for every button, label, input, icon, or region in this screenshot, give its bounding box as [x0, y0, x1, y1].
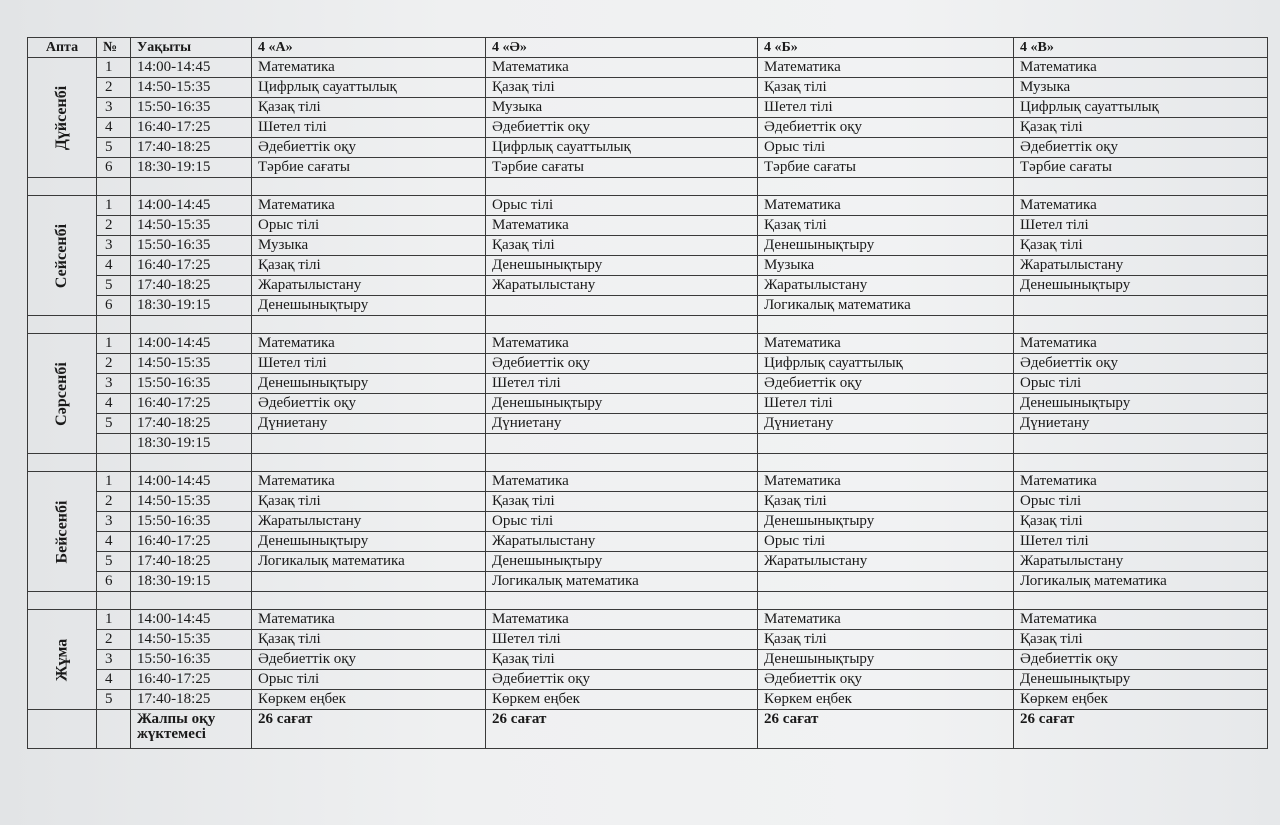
day-label: Бейсенбі [53, 500, 70, 563]
lesson-row [28, 276, 1268, 296]
lesson-row [28, 334, 1268, 354]
lesson-row [28, 472, 1268, 492]
lesson-number [97, 434, 131, 454]
lesson-class-4v: Әдебиеттік оқу [1014, 138, 1268, 158]
lesson-number: 3 [97, 374, 131, 394]
lesson-class-4ae: Жаратылыстану [486, 532, 758, 552]
lesson-class-4b: Музыка [758, 256, 1014, 276]
lesson-class-4v [1014, 296, 1268, 316]
lesson-time: 18:30-19:15 [131, 296, 252, 316]
lesson-class-4b: Тәрбие сағаты [758, 158, 1014, 178]
lesson-class-4b: Шетел тілі [758, 394, 1014, 414]
lesson-class-4b: Әдебиеттік оқу [758, 374, 1014, 394]
lesson-class-4v: Көркем еңбек [1014, 690, 1268, 710]
lesson-class-4v: Математика [1014, 196, 1268, 216]
lesson-row [28, 690, 1268, 710]
lesson-class-4b: Математика [758, 610, 1014, 630]
lesson-row [28, 630, 1268, 650]
lesson-class-4b: Жаратылыстану [758, 552, 1014, 572]
lesson-class-4ae: Жаратылыстану [486, 276, 758, 296]
lesson-class-4a [252, 572, 486, 592]
total-class-4b: 26 сағат [758, 710, 1014, 749]
separator-cell [486, 316, 758, 334]
lesson-class-4a: Цифрлық сауаттылық [252, 78, 486, 98]
lesson-class-4a: Әдебиеттік оқу [252, 138, 486, 158]
lesson-class-4v: Қазақ тілі [1014, 118, 1268, 138]
header-row [28, 38, 1268, 58]
day-label: Жұма [52, 638, 70, 681]
day-label: Сейсенбі [52, 223, 70, 288]
lesson-class-4a: Шетел тілі [252, 118, 486, 138]
lesson-row [28, 610, 1268, 630]
lesson-row [28, 138, 1268, 158]
lesson-number: 2 [97, 354, 131, 374]
day-cell [28, 610, 97, 710]
lesson-time: 14:00-14:45 [131, 610, 252, 630]
separator-cell [1014, 592, 1268, 610]
lesson-row [28, 374, 1268, 394]
lesson-class-4b: Қазақ тілі [758, 78, 1014, 98]
lesson-number: 5 [97, 276, 131, 296]
total-class-4ae: 26 сағат [486, 710, 758, 749]
lesson-class-4a: Қазақ тілі [252, 492, 486, 512]
lesson-class-4a: Денешынықтыру [252, 296, 486, 316]
lesson-class-4a: Математика [252, 610, 486, 630]
separator-cell [758, 454, 1014, 472]
separator-cell [758, 178, 1014, 196]
lesson-number: 1 [97, 334, 131, 354]
lesson-class-4b: Әдебиеттік оқу [758, 670, 1014, 690]
separator-cell [758, 316, 1014, 334]
lesson-class-4b: Орыс тілі [758, 138, 1014, 158]
lesson-number: 4 [97, 532, 131, 552]
lesson-class-4ae: Математика [486, 58, 758, 78]
lesson-number: 5 [97, 690, 131, 710]
lesson-number: 6 [97, 158, 131, 178]
lesson-class-4v: Денешынықтыру [1014, 670, 1268, 690]
lesson-class-4b: Көркем еңбек [758, 690, 1014, 710]
lesson-time: 14:00-14:45 [131, 334, 252, 354]
separator-cell [486, 592, 758, 610]
lesson-class-4b: Денешынықтыру [758, 512, 1014, 532]
lesson-time: 14:50-15:35 [131, 78, 252, 98]
lesson-class-4ae: Денешынықтыру [486, 394, 758, 414]
lesson-class-4v: Шетел тілі [1014, 216, 1268, 236]
day-cell [28, 472, 97, 592]
header-class-4v: 4 «В» [1014, 38, 1268, 58]
header-class-4a: 4 «А» [252, 38, 486, 58]
lesson-time: 16:40-17:25 [131, 394, 252, 414]
lesson-class-4ae: Математика [486, 334, 758, 354]
lesson-class-4a: Математика [252, 334, 486, 354]
lesson-class-4ae: Қазақ тілі [486, 236, 758, 256]
lesson-number: 5 [97, 414, 131, 434]
header-time: Уақыты [131, 38, 252, 58]
lesson-class-4v: Математика [1014, 472, 1268, 492]
lesson-class-4a: Логикалық математика [252, 552, 486, 572]
lesson-class-4a: Әдебиеттік оқу [252, 650, 486, 670]
separator-cell [486, 454, 758, 472]
lesson-time: 14:00-14:45 [131, 58, 252, 78]
lesson-row [28, 354, 1268, 374]
lesson-number: 5 [97, 138, 131, 158]
lesson-time: 14:50-15:35 [131, 492, 252, 512]
lesson-class-4ae: Шетел тілі [486, 374, 758, 394]
header-class-4ae: 4 «Ә» [486, 38, 758, 58]
lesson-class-4v: Цифрлық сауаттылық [1014, 98, 1268, 118]
lesson-time: 17:40-18:25 [131, 690, 252, 710]
lesson-row [28, 532, 1268, 552]
lesson-row [28, 414, 1268, 434]
lesson-number: 3 [97, 650, 131, 670]
lesson-class-4a: Қазақ тілі [252, 256, 486, 276]
separator-cell [486, 178, 758, 196]
lesson-class-4a: Орыс тілі [252, 670, 486, 690]
lesson-time: 17:40-18:25 [131, 276, 252, 296]
lesson-row [28, 512, 1268, 532]
lesson-number: 2 [97, 630, 131, 650]
lesson-class-4a: Қазақ тілі [252, 630, 486, 650]
lesson-class-4a: Жаратылыстану [252, 276, 486, 296]
lesson-row [28, 196, 1268, 216]
lesson-number: 2 [97, 492, 131, 512]
lesson-number: 4 [97, 118, 131, 138]
lesson-number: 3 [97, 236, 131, 256]
lesson-class-4a: Математика [252, 58, 486, 78]
lesson-number: 4 [97, 256, 131, 276]
lesson-row [28, 650, 1268, 670]
separator-cell [97, 454, 131, 472]
separator-cell [252, 178, 486, 196]
lesson-class-4v: Орыс тілі [1014, 492, 1268, 512]
lesson-number: 2 [97, 78, 131, 98]
lesson-class-4a: Әдебиеттік оқу [252, 394, 486, 414]
lesson-time: 16:40-17:25 [131, 532, 252, 552]
lesson-class-4v: Математика [1014, 58, 1268, 78]
lesson-class-4b: Қазақ тілі [758, 492, 1014, 512]
lesson-class-4a [252, 434, 486, 454]
lesson-class-4a: Шетел тілі [252, 354, 486, 374]
lesson-class-4b [758, 434, 1014, 454]
separator-cell [252, 454, 486, 472]
separator-row [28, 316, 1268, 334]
separator-cell [131, 454, 252, 472]
lesson-class-4ae: Музыка [486, 98, 758, 118]
day-cell [28, 334, 97, 454]
lesson-class-4ae: Шетел тілі [486, 630, 758, 650]
lesson-number: 6 [97, 572, 131, 592]
lesson-class-4ae: Цифрлық сауаттылық [486, 138, 758, 158]
lesson-class-4ae: Қазақ тілі [486, 492, 758, 512]
lesson-class-4b: Математика [758, 472, 1014, 492]
lesson-class-4b: Жаратылыстану [758, 276, 1014, 296]
lesson-row [28, 98, 1268, 118]
lesson-time: 14:50-15:35 [131, 630, 252, 650]
separator-cell [28, 178, 97, 196]
lesson-class-4ae: Орыс тілі [486, 512, 758, 532]
lesson-time: 14:00-14:45 [131, 472, 252, 492]
lesson-row [28, 492, 1268, 512]
lesson-class-4ae: Тәрбие сағаты [486, 158, 758, 178]
lesson-time: 15:50-16:35 [131, 374, 252, 394]
lesson-class-4ae: Әдебиеттік оқу [486, 354, 758, 374]
separator-cell [28, 454, 97, 472]
lesson-class-4ae: Денешынықтыру [486, 256, 758, 276]
lesson-row [28, 158, 1268, 178]
lesson-class-4b [758, 572, 1014, 592]
lesson-time: 15:50-16:35 [131, 98, 252, 118]
header-week: Апта [28, 38, 97, 58]
lesson-class-4b: Логикалық математика [758, 296, 1014, 316]
lesson-class-4a: Жаратылыстану [252, 512, 486, 532]
lesson-row [28, 296, 1268, 316]
lesson-number: 1 [97, 58, 131, 78]
lesson-class-4a: Денешынықтыру [252, 374, 486, 394]
lesson-class-4b: Математика [758, 196, 1014, 216]
lesson-class-4v: Математика [1014, 334, 1268, 354]
separator-cell [1014, 316, 1268, 334]
separator-cell [131, 316, 252, 334]
lesson-class-4ae: Көркем еңбек [486, 690, 758, 710]
lesson-number: 5 [97, 552, 131, 572]
lesson-row [28, 572, 1268, 592]
separator-cell [1014, 178, 1268, 196]
lesson-time: 16:40-17:25 [131, 256, 252, 276]
lesson-class-4v: Әдебиеттік оқу [1014, 354, 1268, 374]
lesson-row [28, 434, 1268, 454]
lesson-class-4ae: Денешынықтыру [486, 552, 758, 572]
lesson-row [28, 78, 1268, 98]
lesson-number: 3 [97, 512, 131, 532]
lesson-number: 1 [97, 196, 131, 216]
lesson-time: 16:40-17:25 [131, 118, 252, 138]
lesson-time: 16:40-17:25 [131, 670, 252, 690]
lesson-class-4ae [486, 434, 758, 454]
lesson-class-4a: Қазақ тілі [252, 98, 486, 118]
lesson-class-4v: Тәрбие сағаты [1014, 158, 1268, 178]
separator-cell [97, 178, 131, 196]
lesson-time: 15:50-16:35 [131, 236, 252, 256]
lesson-number: 1 [97, 610, 131, 630]
lesson-class-4a: Орыс тілі [252, 216, 486, 236]
lesson-row [28, 118, 1268, 138]
lesson-number: 2 [97, 216, 131, 236]
lesson-class-4ae: Қазақ тілі [486, 650, 758, 670]
separator-cell [252, 592, 486, 610]
total-class-4a: 26 сағат [252, 710, 486, 749]
lesson-class-4b: Денешынықтыру [758, 236, 1014, 256]
total-row [28, 710, 1268, 749]
schedule-table [27, 37, 1268, 749]
total-class-4v: 26 сағат [1014, 710, 1268, 749]
lesson-class-4a: Денешынықтыру [252, 532, 486, 552]
lesson-time: 14:50-15:35 [131, 216, 252, 236]
lesson-class-4b: Әдебиеттік оқу [758, 118, 1014, 138]
lesson-time: 15:50-16:35 [131, 512, 252, 532]
lesson-class-4v: Дүниетану [1014, 414, 1268, 434]
lesson-class-4a: Математика [252, 472, 486, 492]
lesson-class-4a: Тәрбие сағаты [252, 158, 486, 178]
lesson-class-4v: Жаратылыстану [1014, 552, 1268, 572]
lesson-row [28, 216, 1268, 236]
lesson-class-4a: Көркем еңбек [252, 690, 486, 710]
header-number: № [97, 38, 131, 58]
lesson-time: 18:30-19:15 [131, 434, 252, 454]
total-label: Жалпы оқу жүктемесі [131, 710, 252, 749]
separator-row [28, 592, 1268, 610]
lesson-number: 3 [97, 98, 131, 118]
schedule-body [28, 58, 1268, 749]
lesson-class-4v: Музыка [1014, 78, 1268, 98]
header-class-4b: 4 «Б» [758, 38, 1014, 58]
lesson-class-4v: Денешынықтыру [1014, 276, 1268, 296]
separator-cell [28, 592, 97, 610]
lesson-class-4v: Қазақ тілі [1014, 236, 1268, 256]
lesson-class-4ae: Логикалық математика [486, 572, 758, 592]
lesson-class-4b: Орыс тілі [758, 532, 1014, 552]
separator-row [28, 454, 1268, 472]
lesson-class-4v: Әдебиеттік оқу [1014, 650, 1268, 670]
lesson-class-4ae: Орыс тілі [486, 196, 758, 216]
lesson-time: 14:00-14:45 [131, 196, 252, 216]
lesson-class-4v: Денешынықтыру [1014, 394, 1268, 414]
lesson-time: 14:50-15:35 [131, 354, 252, 374]
lesson-class-4b: Математика [758, 334, 1014, 354]
separator-row [28, 178, 1268, 196]
lesson-class-4ae: Математика [486, 472, 758, 492]
separator-cell [252, 316, 486, 334]
separator-cell [97, 316, 131, 334]
day-cell [28, 196, 97, 316]
lesson-class-4a: Дүниетану [252, 414, 486, 434]
lesson-class-4b: Шетел тілі [758, 98, 1014, 118]
separator-cell [131, 592, 252, 610]
lesson-class-4ae: Математика [486, 216, 758, 236]
lesson-row [28, 552, 1268, 572]
separator-cell [97, 592, 131, 610]
lesson-time: 17:40-18:25 [131, 414, 252, 434]
lesson-row [28, 670, 1268, 690]
lesson-time: 18:30-19:15 [131, 572, 252, 592]
separator-cell [758, 592, 1014, 610]
lesson-number: 4 [97, 394, 131, 414]
lesson-class-4b: Дүниетану [758, 414, 1014, 434]
lesson-class-4ae [486, 296, 758, 316]
lesson-row [28, 256, 1268, 276]
lesson-class-4v: Логикалық математика [1014, 572, 1268, 592]
lesson-class-4b: Қазақ тілі [758, 216, 1014, 236]
lesson-row [28, 394, 1268, 414]
lesson-class-4v: Орыс тілі [1014, 374, 1268, 394]
lesson-class-4b: Цифрлық сауаттылық [758, 354, 1014, 374]
lesson-class-4v: Жаратылыстану [1014, 256, 1268, 276]
lesson-class-4b: Математика [758, 58, 1014, 78]
lesson-class-4ae: Математика [486, 610, 758, 630]
day-label: Сәрсенбі [53, 361, 70, 426]
lesson-class-4v: Қазақ тілі [1014, 630, 1268, 650]
lesson-class-4ae: Әдебиеттік оқу [486, 118, 758, 138]
lesson-time: 17:40-18:25 [131, 552, 252, 572]
lesson-number: 1 [97, 472, 131, 492]
lesson-class-4ae: Дүниетану [486, 414, 758, 434]
lesson-row [28, 236, 1268, 256]
lesson-class-4a: Музыка [252, 236, 486, 256]
day-cell [28, 58, 97, 178]
lesson-class-4ae: Қазақ тілі [486, 78, 758, 98]
lesson-class-4b: Қазақ тілі [758, 630, 1014, 650]
lesson-number: 4 [97, 670, 131, 690]
separator-cell [131, 178, 252, 196]
lesson-time: 15:50-16:35 [131, 650, 252, 670]
lesson-time: 17:40-18:25 [131, 138, 252, 158]
lesson-row [28, 58, 1268, 78]
lesson-number: 6 [97, 296, 131, 316]
lesson-class-4a: Математика [252, 196, 486, 216]
separator-cell [28, 316, 97, 334]
lesson-class-4v [1014, 434, 1268, 454]
lesson-class-4ae: Әдебиеттік оқу [486, 670, 758, 690]
lesson-class-4v: Қазақ тілі [1014, 512, 1268, 532]
lesson-class-4v: Шетел тілі [1014, 532, 1268, 552]
lesson-class-4b: Денешынықтыру [758, 650, 1014, 670]
separator-cell [1014, 454, 1268, 472]
lesson-time: 18:30-19:15 [131, 158, 252, 178]
lesson-class-4v: Математика [1014, 610, 1268, 630]
day-label: Дүйсенбі [52, 85, 70, 150]
